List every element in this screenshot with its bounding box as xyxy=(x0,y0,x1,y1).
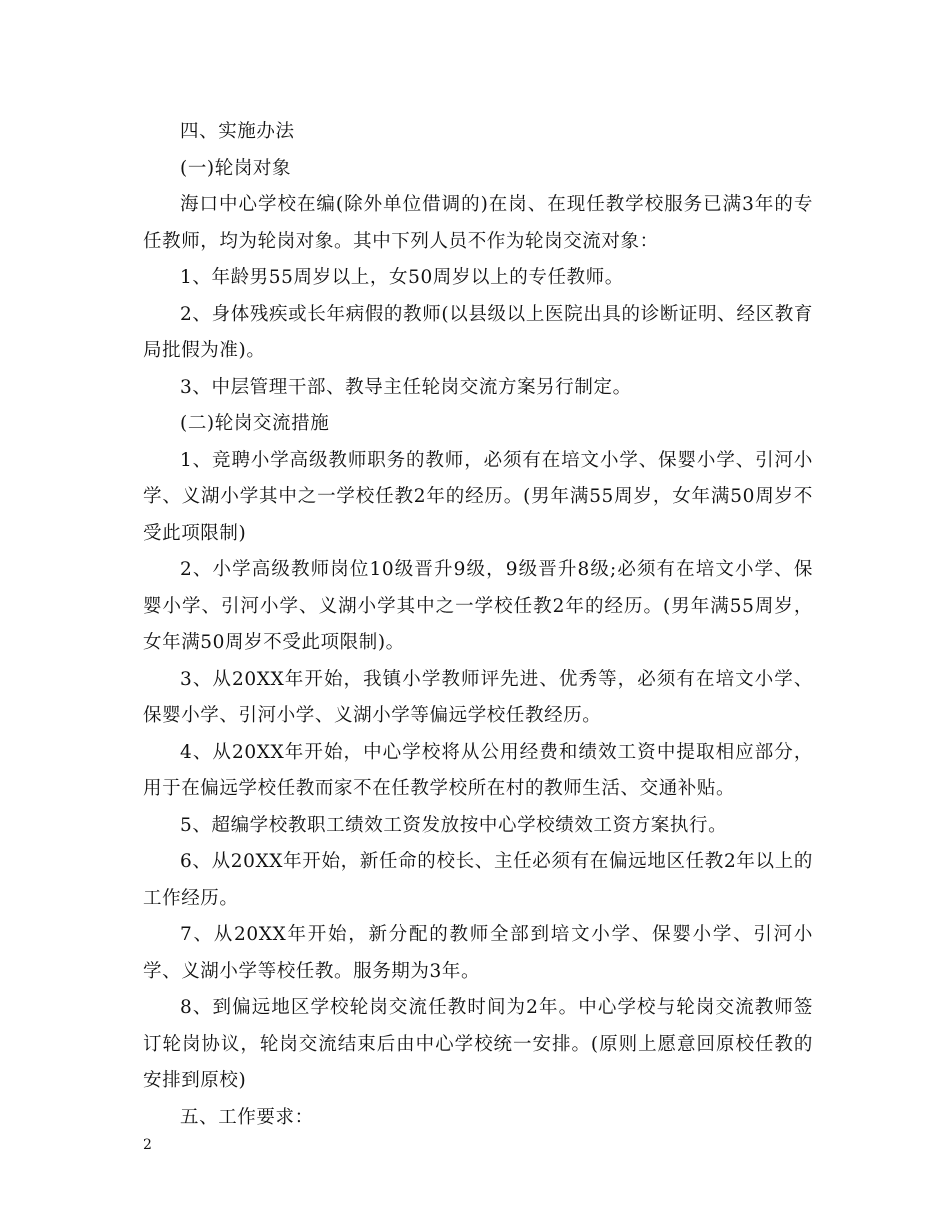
document-body xyxy=(143,114,813,1136)
section-heading: 五、工作要求： xyxy=(180,1106,314,1128)
list-item: 4、从20XX年开始，中心学校将从公用经费和绩效工资中提取相应部分，用于在偏远学校任教而家不在任教学校所在村的教师生活、交通补贴。 xyxy=(143,741,813,799)
list-item: 7、从20XX年开始，新分配的教师全部到培文小学、保婴小学、引河小学、义湖小学等校任教。服务期为3年。 xyxy=(143,924,813,982)
list-item: 5、超编学校教职工绩效工资发放按中心学校绩效工资方案执行。 xyxy=(180,814,728,836)
subsection-heading: (二)轮岗交流措施 xyxy=(180,413,330,434)
page-number: 2 xyxy=(143,1137,152,1153)
list-item: 3、中层管理干部、教导主任轮岗交流方案另行制定。 xyxy=(180,376,632,398)
list-item: 2、小学高级教师岗位10级晋升9级，9级晋升8级;必须有在培文小学、保婴小学、引河小学、义湖小学其中之一学校任教2年的经历。(男年满55周岁，女年满50周岁不受此项限制)。 xyxy=(143,559,813,653)
list-item: 1、年龄男55周岁以上，女50周岁以上的专任教师。 xyxy=(180,267,624,288)
list-item: 1、竞聘小学高级教师职务的教师，必须有在培文小学、保婴小学、引河小学、义湖小学其中之一学校任教2年的经历。(男年满55周岁，女年满50周岁不受此项限制) xyxy=(143,449,813,544)
list-item: 2、身体残疾或长年病假的教师(以县级以上医院出具的诊断证明、经区教育局批假为准)。 xyxy=(143,303,813,361)
list-item: 3、从20XX年开始，我镇小学教师评先进、优秀等，必须有在培文小学、保婴小学、引河小学、义湖小学等偏远学校任教经历。 xyxy=(143,668,813,726)
section-heading: 四、实施办法 xyxy=(180,121,295,142)
list-item: 8、到偏远地区学校轮岗交流任教时间为2年。中心学校与轮岗交流教师签订轮岗协议，轮岗交流结束后由中心学校统一安排。(原则上愿意回原校任教的安排到原校) xyxy=(143,997,813,1091)
list-item: 6、从20XX年开始，新任命的校长、主任必须有在偏远地区任教2年以上的工作经历。 xyxy=(143,851,813,909)
subsection-heading: (一)轮岗对象 xyxy=(180,157,292,179)
paragraph: 海口中心学校在编(除外单位借调的)在岗、在现任教学校服务已满3年的专任教师，均为轮岗对象。其中下列人员不作为轮岗交流对象： xyxy=(143,194,813,252)
